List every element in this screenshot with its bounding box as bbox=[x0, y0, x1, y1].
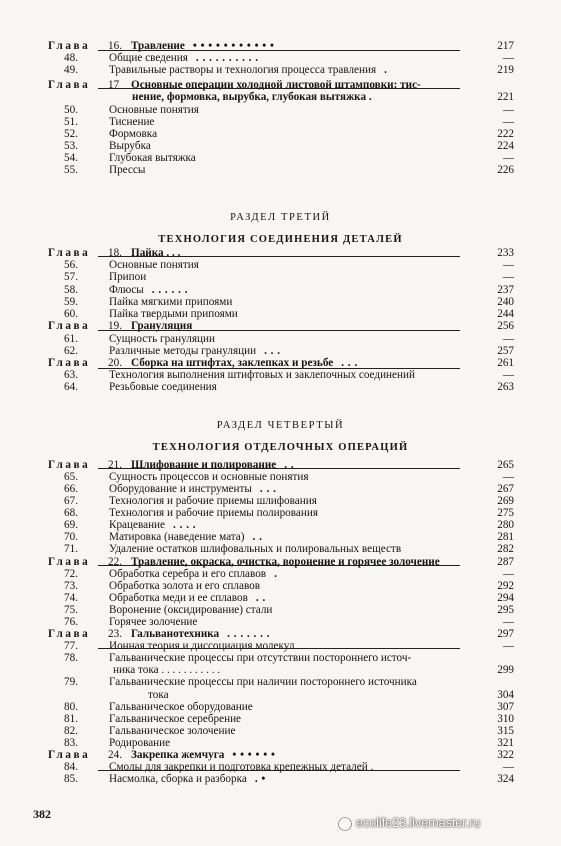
entry-title bbox=[109, 580, 260, 592]
leader-dots: . . . bbox=[341, 357, 358, 369]
entry-title bbox=[131, 628, 270, 640]
entry-title bbox=[109, 604, 272, 616]
page-ref: 287 bbox=[497, 556, 514, 568]
entry-number: 76. bbox=[64, 616, 78, 628]
page-ref: 275 bbox=[497, 507, 514, 519]
entry-number: 48. bbox=[64, 52, 78, 64]
section-row bbox=[0, 284, 561, 296]
section-row bbox=[0, 296, 561, 308]
page-ref: 217 bbox=[497, 40, 514, 52]
page-ref: — bbox=[502, 271, 514, 283]
entry-number: 67. bbox=[64, 495, 78, 507]
chapter-label: Глава bbox=[48, 357, 91, 369]
page-ref: 280 bbox=[497, 519, 514, 531]
entry-title-text: Грануляция bbox=[131, 320, 193, 332]
page-ref: — bbox=[502, 259, 514, 271]
page-ref: — bbox=[502, 104, 514, 116]
entry-title-text: Обработка серебра и его сплавов bbox=[109, 568, 267, 580]
entry-title bbox=[131, 749, 275, 761]
entry-continuation-row bbox=[0, 664, 561, 676]
entry-number: 68. bbox=[64, 507, 78, 519]
page-ref: 224 bbox=[497, 140, 514, 152]
entry-title bbox=[109, 128, 157, 140]
entry-title bbox=[109, 345, 281, 357]
section-row bbox=[0, 519, 561, 531]
livemaster-logo-icon bbox=[337, 816, 353, 832]
entry-title-text: Сборка на штифтах, заклепках и резьбе bbox=[131, 357, 334, 369]
entry-title-text: Пайка твердыми припоями bbox=[109, 308, 238, 320]
section-row bbox=[0, 737, 561, 749]
page-ref: 257 bbox=[497, 345, 514, 357]
section-title: РАЗДЕЛ ЧЕТВЕРТЫЙ bbox=[216, 420, 345, 431]
entry-title bbox=[109, 773, 266, 785]
page-ref: 282 bbox=[497, 543, 514, 555]
entry-number: 77. bbox=[64, 640, 78, 652]
entry-title-text: Припои bbox=[109, 271, 147, 283]
entry-title bbox=[109, 164, 145, 176]
entry-title-text: Вырубка bbox=[109, 140, 151, 152]
entry-number: 21. bbox=[108, 459, 122, 471]
entry-title bbox=[109, 495, 317, 507]
page-ref: 269 bbox=[497, 495, 514, 507]
leader-dots: • • • • • • • • • • • bbox=[192, 40, 275, 52]
entry-number: 22. bbox=[108, 556, 122, 568]
entry-title-text: Гальванические процессы при отсутствии постороннего источ- bbox=[109, 652, 412, 664]
entry-number: 84. bbox=[64, 761, 78, 773]
entry-title-text: Гальваническое золочение bbox=[109, 725, 236, 737]
entry-title bbox=[109, 737, 170, 749]
entry-title-text: Прессы bbox=[109, 164, 146, 176]
entry-title-text: Ионная теория и диссоциация молекул bbox=[109, 640, 295, 652]
entry-number: 80. bbox=[64, 701, 78, 713]
entry-number: 74. bbox=[64, 592, 78, 604]
section-row bbox=[0, 152, 561, 164]
entry-title bbox=[109, 676, 417, 688]
entry-title bbox=[109, 259, 199, 271]
leader-dots: . . . . bbox=[173, 519, 197, 531]
page-ref: 294 bbox=[497, 592, 514, 604]
page-ref: — bbox=[502, 369, 514, 381]
section-title: РАЗДЕЛ ТРЕТИЙ bbox=[230, 212, 331, 223]
entry-title-text: Родирование bbox=[109, 737, 171, 749]
section-row bbox=[0, 640, 561, 652]
entry-title-text: Резьбовые соединения bbox=[109, 381, 217, 393]
chapter-underline bbox=[98, 565, 460, 566]
entry-number: 55. bbox=[64, 164, 78, 176]
entry-number: 54. bbox=[64, 152, 78, 164]
entry-number: 59. bbox=[64, 296, 78, 308]
leader-dots: . . . bbox=[264, 345, 281, 357]
entry-number: 65. bbox=[64, 471, 78, 483]
entry-title bbox=[131, 79, 421, 91]
entry-title-text: Обработка меди и ее сплавов bbox=[109, 592, 248, 604]
section-row bbox=[0, 725, 561, 737]
chapter-label: Глава bbox=[48, 40, 91, 52]
section-row bbox=[0, 128, 561, 140]
entry-title-text: нение, формовка, вырубка, глубокая вытяжка . bbox=[132, 91, 372, 103]
entry-title bbox=[109, 713, 241, 725]
entry-number: 63. bbox=[64, 369, 78, 381]
section-row bbox=[0, 616, 561, 628]
entry-title-text: Оборудование и инструменты bbox=[109, 483, 252, 495]
entry-title bbox=[109, 64, 387, 76]
entry-title bbox=[109, 652, 411, 664]
section-row bbox=[0, 308, 561, 320]
entry-title-text: Различные методы грануляции bbox=[109, 345, 257, 357]
chapter-underline bbox=[98, 330, 460, 331]
entry-number: 20. bbox=[108, 357, 122, 369]
entry-number: 50. bbox=[64, 104, 78, 116]
entry-title-text: Обработка золота и его сплавов bbox=[109, 580, 261, 592]
entry-title bbox=[109, 271, 146, 283]
page-ref: 324 bbox=[497, 773, 514, 785]
page-number: 382 bbox=[33, 807, 51, 821]
page-ref: 237 bbox=[497, 284, 514, 296]
entry-title-text: Пайка . . . bbox=[131, 247, 181, 259]
page-ref: 322 bbox=[497, 749, 514, 761]
chapter-row bbox=[0, 247, 561, 259]
page-ref: — bbox=[502, 52, 514, 64]
chapter-label: Глава bbox=[48, 628, 91, 640]
watermark: ecolife23.livemaster.ru bbox=[356, 816, 481, 830]
entry-title-text: Гальванические процессы при наличии постороннего источника bbox=[109, 676, 417, 688]
page-ref: 221 bbox=[497, 91, 514, 103]
chapter-label: Глава bbox=[48, 556, 91, 568]
chapter-row bbox=[0, 628, 561, 640]
entry-title bbox=[109, 701, 253, 713]
entry-title bbox=[109, 52, 259, 64]
section-row bbox=[0, 116, 561, 128]
entry-title bbox=[109, 519, 196, 531]
entry-title bbox=[131, 247, 180, 259]
entry-number: 69. bbox=[64, 519, 78, 531]
entry-continuation-row bbox=[0, 689, 561, 701]
chapter-row bbox=[0, 79, 561, 91]
entry-title-text: Пайка мягкими припоями bbox=[109, 296, 233, 308]
entry-title-text: Травильные растворы и технология процесса травления bbox=[109, 64, 377, 76]
entry-number: 51. bbox=[64, 116, 78, 128]
page-ref: 321 bbox=[497, 737, 514, 749]
leader-dots: . . . bbox=[259, 483, 277, 495]
chapter-underline bbox=[98, 256, 460, 257]
entry-title bbox=[109, 296, 232, 308]
section-row bbox=[0, 543, 561, 555]
section-row bbox=[0, 483, 561, 495]
entry-title bbox=[109, 592, 266, 604]
entry-title-text: Травление bbox=[131, 40, 185, 52]
section-row bbox=[0, 652, 561, 664]
page-ref: 256 bbox=[497, 320, 514, 332]
page-ref: 222 bbox=[497, 128, 514, 140]
entry-number: 49. bbox=[64, 64, 78, 76]
page-ref: 267 bbox=[497, 483, 514, 495]
entry-title-text: Формовка bbox=[109, 128, 158, 140]
section-row bbox=[0, 676, 561, 688]
section-row bbox=[0, 604, 561, 616]
page-ref: 263 bbox=[497, 381, 514, 393]
chapter-label: Глава bbox=[48, 749, 91, 761]
entry-title-text: Гальваническое оборудование bbox=[109, 701, 253, 713]
entry-title-text: Гальванотехника bbox=[131, 628, 220, 640]
entry-number: 17 bbox=[108, 79, 120, 91]
entry-title-text: Сущность грануляции bbox=[109, 333, 215, 345]
entry-number: 79. bbox=[64, 676, 78, 688]
section-row bbox=[0, 271, 561, 283]
entry-title bbox=[131, 556, 440, 568]
entry-number: 60. bbox=[64, 308, 78, 320]
entry-title-text: Технология и рабочие приемы полирования bbox=[109, 507, 318, 519]
section-row bbox=[0, 495, 561, 507]
chapter-label: Глава bbox=[48, 320, 91, 332]
page-ref: 240 bbox=[497, 296, 514, 308]
entry-title bbox=[109, 543, 401, 555]
entry-number: 52. bbox=[64, 128, 78, 140]
leader-dots: . bbox=[274, 568, 278, 580]
chapter-row bbox=[0, 749, 561, 761]
page-ref: — bbox=[502, 568, 514, 580]
entry-title-text: Технология и рабочие приемы шлифования bbox=[109, 495, 317, 507]
entry-title-text: Насмолка, сборка и разборка bbox=[109, 773, 247, 785]
entry-title bbox=[109, 616, 197, 628]
entry-number: 62. bbox=[64, 345, 78, 357]
page-ref: 261 bbox=[497, 357, 514, 369]
entry-title bbox=[109, 568, 277, 580]
entry-number: 66. bbox=[64, 483, 78, 495]
leader-dots: . . bbox=[284, 459, 295, 471]
entry-number: 72. bbox=[64, 568, 78, 580]
entry-title bbox=[109, 471, 309, 483]
entry-title bbox=[109, 116, 154, 128]
entry-number: 58. bbox=[64, 284, 78, 296]
entry-title-text: Флюсы bbox=[109, 284, 144, 296]
entry-number: 53. bbox=[64, 140, 78, 152]
chapter-underline bbox=[98, 368, 460, 369]
entry-title bbox=[109, 483, 276, 495]
entry-title-text: Шлифование и полирование bbox=[131, 459, 277, 471]
entry-title-text: Смолы для закрепки и подготовка крепежных деталей . bbox=[109, 761, 374, 773]
chapter-underline bbox=[98, 88, 460, 89]
entry-title bbox=[109, 381, 217, 393]
leader-dots: • • • • • • bbox=[232, 749, 276, 761]
page-ref: 292 bbox=[497, 580, 514, 592]
entry-number: 23. bbox=[108, 628, 122, 640]
chapter-label: Глава bbox=[48, 247, 91, 259]
page-ref: 295 bbox=[497, 604, 514, 616]
entry-number: 83. bbox=[64, 737, 78, 749]
entry-number: 78. bbox=[64, 652, 78, 664]
section-row bbox=[0, 104, 561, 116]
page-ref: — bbox=[502, 616, 514, 628]
section-row bbox=[0, 369, 561, 381]
section-row bbox=[0, 381, 561, 393]
page-ref: 281 bbox=[497, 531, 514, 543]
entry-title bbox=[109, 152, 196, 164]
chapter-row bbox=[0, 459, 561, 471]
entry-title bbox=[109, 640, 294, 652]
entry-title bbox=[109, 507, 318, 519]
entry-title-text: Матировка (наведение мата) bbox=[109, 531, 245, 543]
chapter-underline bbox=[98, 770, 460, 771]
entry-title-text: тока bbox=[148, 689, 169, 701]
entry-title-text: Основные понятия bbox=[109, 259, 199, 271]
leader-dots: . . . . . . . bbox=[227, 628, 270, 640]
entry-number: 18. bbox=[108, 247, 122, 259]
entry-title bbox=[113, 664, 220, 676]
entry-title-text: Горячее золочение bbox=[109, 616, 198, 628]
entry-title-text: Закрепка жемчуга bbox=[131, 749, 225, 761]
chapter-underline bbox=[98, 648, 460, 649]
section-row bbox=[0, 507, 561, 519]
entry-title bbox=[109, 369, 415, 381]
entry-title-text: Травление, окраска, очистка, воронение и горячее золочение bbox=[131, 556, 440, 568]
page-ref: 310 bbox=[497, 713, 514, 725]
entry-title-text: Глубокая вытяжка bbox=[109, 152, 196, 164]
section-row bbox=[0, 773, 561, 785]
page-ref: 219 bbox=[497, 64, 514, 76]
entry-title bbox=[109, 140, 151, 152]
entry-number: 19. bbox=[108, 320, 122, 332]
leader-dots: . . . . . . . . . . bbox=[195, 52, 259, 64]
page-ref: — bbox=[502, 640, 514, 652]
section-row bbox=[0, 140, 561, 152]
entry-number: 64. bbox=[64, 381, 78, 393]
section-row bbox=[0, 761, 561, 773]
entry-title bbox=[109, 531, 262, 543]
entry-number: 56. bbox=[64, 259, 78, 271]
leader-dots: . • bbox=[254, 773, 266, 785]
chapter-label: Глава bbox=[48, 79, 91, 91]
page-ref: — bbox=[502, 333, 514, 345]
entry-number: 24. bbox=[108, 749, 122, 761]
entry-number: 82. bbox=[64, 725, 78, 737]
page-ref: 226 bbox=[497, 164, 514, 176]
leader-dots: . . bbox=[252, 531, 263, 543]
leader-dots: . . bbox=[255, 592, 266, 604]
page-ref: — bbox=[502, 116, 514, 128]
entry-title-text: Гальваническое серебрение bbox=[109, 713, 242, 725]
entry-number: 70. bbox=[64, 531, 78, 543]
page-ref: 315 bbox=[497, 725, 514, 737]
entry-title-text: ника тока . . . . . . . . . . . bbox=[113, 664, 221, 676]
page-ref: 299 bbox=[497, 664, 514, 676]
page-ref: 307 bbox=[497, 701, 514, 713]
section-row bbox=[0, 345, 561, 357]
entry-title-text: Сущность процессов и основные понятия bbox=[109, 471, 309, 483]
entry-title-text: Тиснение bbox=[109, 116, 155, 128]
chapter-label: Глава bbox=[48, 459, 91, 471]
section-row bbox=[0, 52, 561, 64]
page-ref: 244 bbox=[497, 308, 514, 320]
entry-title-text: Основные понятия bbox=[109, 104, 199, 116]
entry-title bbox=[148, 689, 169, 701]
entry-number: 81. bbox=[64, 713, 78, 725]
entry-title bbox=[109, 308, 238, 320]
entry-number: 57. bbox=[64, 271, 78, 283]
page-ref: 265 bbox=[497, 459, 514, 471]
section-row bbox=[0, 164, 561, 176]
section-row bbox=[0, 531, 561, 543]
chapter-underline bbox=[98, 468, 460, 469]
page-ref: — bbox=[502, 761, 514, 773]
entry-title bbox=[109, 333, 215, 345]
chapter-underline bbox=[98, 50, 460, 51]
section-row bbox=[0, 64, 561, 76]
entry-title bbox=[132, 91, 372, 103]
entry-title bbox=[109, 104, 199, 116]
entry-title-text: Общие сведения bbox=[109, 52, 188, 64]
section-row bbox=[0, 568, 561, 580]
page-ref: — bbox=[502, 152, 514, 164]
entry-number: 73. bbox=[64, 580, 78, 592]
chapter-row bbox=[0, 556, 561, 568]
entry-number: 75. bbox=[64, 604, 78, 616]
entry-title-text: Воронение (оксидирование) стали bbox=[109, 604, 273, 616]
page-ref: 233 bbox=[497, 247, 514, 259]
page-ref: 297 bbox=[497, 628, 514, 640]
entry-title bbox=[109, 761, 373, 773]
entry-continuation-row bbox=[0, 91, 561, 103]
page-ref: — bbox=[502, 471, 514, 483]
entry-title bbox=[109, 284, 188, 296]
entry-number: 71. bbox=[64, 543, 78, 555]
section-row bbox=[0, 580, 561, 592]
section-row bbox=[0, 592, 561, 604]
section-subtitle: ТЕХНОЛОГИЯ ОТДЕЛОЧНЫХ ОПЕРАЦИЙ bbox=[152, 442, 409, 453]
entry-number: 16. bbox=[108, 40, 122, 52]
section-row bbox=[0, 259, 561, 271]
leader-dots: . bbox=[384, 64, 388, 76]
leader-dots: . . . . . . bbox=[151, 284, 188, 296]
entry-title-text: Крацевание bbox=[109, 519, 166, 531]
section-row bbox=[0, 471, 561, 483]
page-ref: 304 bbox=[497, 689, 514, 701]
entry-title bbox=[131, 459, 294, 471]
entry-number: 61. bbox=[64, 333, 78, 345]
entry-title-text: Удаление остатков шлифовальных и полировальных веществ bbox=[109, 543, 402, 555]
entry-title bbox=[109, 725, 235, 737]
entry-number: 85. bbox=[64, 773, 78, 785]
entry-title-text: Технология выполнения штифтовых и заклепочных соединений bbox=[109, 369, 415, 381]
entry-title-text: Основные операции холодной листовой штамповки: тис- bbox=[131, 79, 421, 91]
section-row bbox=[0, 713, 561, 725]
section-row bbox=[0, 701, 561, 713]
section-row bbox=[0, 333, 561, 345]
section-subtitle: ТЕХНОЛОГИЯ СОЕДИНЕНИЯ ДЕТАЛЕЙ bbox=[158, 234, 403, 245]
